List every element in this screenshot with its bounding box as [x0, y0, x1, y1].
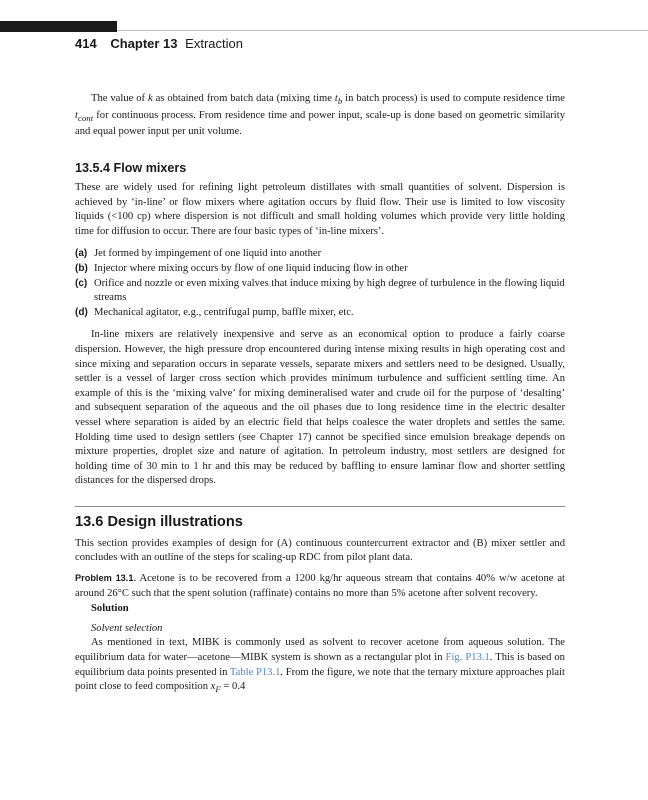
list-item-label: (d): [75, 306, 88, 318]
list-item-label: (c): [75, 277, 88, 289]
header-bar: [0, 21, 117, 32]
section-heading-design-illustrations: 13.6 Design illustrations: [75, 513, 243, 530]
list-item: [75, 306, 565, 321]
running-head: [75, 36, 243, 51]
section-heading-flow-mixers: 13.5.4 Flow mixers: [75, 161, 187, 175]
list-item-text: Jet formed by impingement of one liquid into another: [94, 248, 322, 260]
design-intro-paragraph: This section provides examples of design for (A) continuous countercurrent extractor and (B) mixer settler and concludes with an outline of the steps for scaling-up RDC from pilot plant data.: [75, 537, 565, 564]
table-link[interactable]: Table P13.1: [229, 666, 281, 678]
page-number: 414: [75, 36, 97, 51]
chapter-label: Chapter 13: [110, 36, 178, 51]
solvent-selection-paragraph: As mentioned in text, MIBK is commonly used as solvent to recover acetone from aqueous solution. The equilibrium data for water—acetone—MIBK system is shown as a rectangular plot in Fig. P13.1. This is based on equilibrium data points presented in Table P13.1. From the figure, we note that the ternary mixture approaches plait point close to feed composition $x_F = 0.4$: [75, 637, 565, 695]
solution-heading: Solution: [91, 603, 129, 615]
section-divider: [75, 506, 565, 507]
header-rule: [117, 30, 648, 31]
intro-paragraph: The value of k as obtained from batch data (mixing time $t_b$ in batch process) is used to compute residence time $t_{cont}$ for continuous process. From residence time and power input, scale-up is done based on geometric similarity and equal power input per unit volume.: [75, 93, 565, 138]
figure-link[interactable]: Fig. P13.1: [445, 652, 490, 664]
problem-label: Problem 13.1: [75, 573, 134, 584]
chapter-title: Extraction: [185, 36, 243, 51]
subsection-heading-solvent-selection: Solvent selection: [91, 622, 163, 634]
list-item: [75, 277, 565, 306]
list-item-text: Orifice and nozzle or even mixing valves that induce mixing by high degree of turbulence in the flowing liquid streams: [94, 277, 565, 304]
list-item-label: (a): [75, 248, 88, 260]
flow-mixers-paragraph: These are widely used for refining light petroleum distillates with small quantities of solvent. Dispersion is achieved by ‘in-line’ or flow mixers where agitation occurs by fluid flow. Their use is limited to low viscosity liquids (<100 cp) where dispersion is not difficult and small holding volumes which provide very little holding time for diffusion to occur. There are four basic types of ‘in-line mixers’.: [75, 182, 565, 237]
page-body: [75, 92, 565, 697]
list-item-text: Injector where mixing occurs by flow of one liquid inducing flow in other: [94, 262, 408, 274]
list-item-label: (b): [75, 262, 88, 274]
list-item: [75, 247, 565, 262]
mixer-types-list: [75, 247, 565, 320]
list-item: [75, 262, 565, 277]
inline-mixers-paragraph: In-line mixers are relatively inexpensive and serve as an economical option to produce a fairly coarse dispersion. However, the high pressure drop encountered during intense mixing results in high operating cost and since mixing and separation occurs in separate vessels, separate mixers and settlers need to be designed. Usually, settler is a vessel of larger cross section which provides minimum turbulence and sufficient settling time. An example of this is the ‘mixing valve’ for mixing demineralised water and crude oil for the purpose of ‘desalting’ and subsequent separation of the aqueous and the oil phases due to long residence time in the electric desalter vessel where separation is aided by an electric field that helps coalesce the water droplets and settles the same. Holding time used to design settlers (see Chapter 17) cannot be specified since emulsion breakage depends on mixture properties, droplet size and nature of agitation. In petroleum industry, most settlers are designed for holding time of 30 min to 1 hr and this may be reduced by baffling to ensure laminar flow and shorter settling distances for the dispersed drops.: [75, 329, 565, 487]
problem-statement: Problem 13.1. Acetone is to be recovered from a 1200 kg/hr aqueous stream that contains 40% w/w acetone at around 26°C such that the spent solution (raffinate) contains no more than 5% acetone after solvent recovery.: [75, 573, 566, 599]
list-item-text: Mechanical agitator, e.g., centrifugal pump, baffle mixer, etc.: [94, 306, 354, 318]
